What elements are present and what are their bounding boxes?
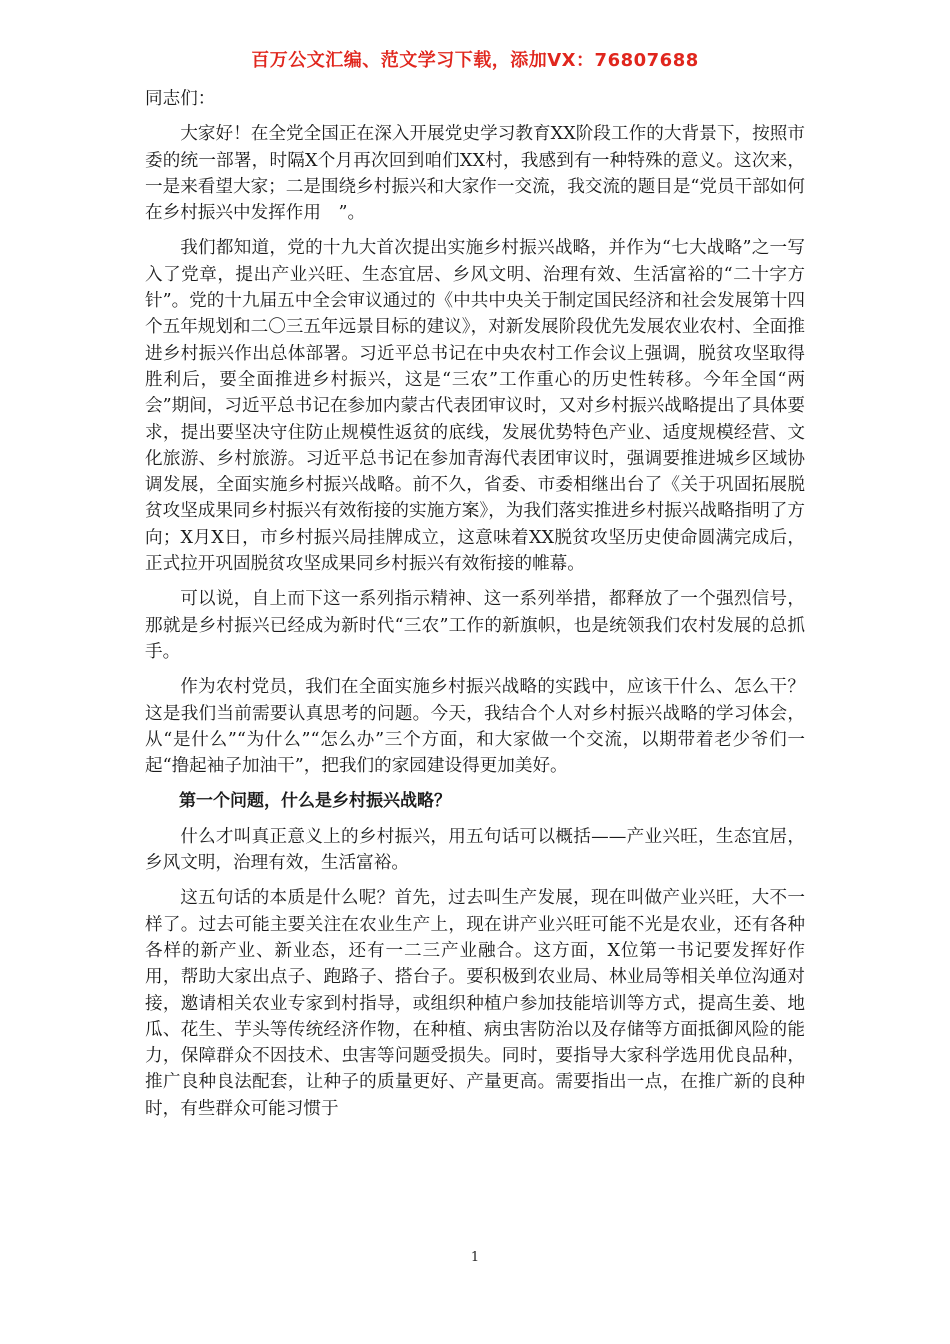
promo-banner: 百万公文汇编、范文学习下载，添加VX：76807688 — [251, 50, 699, 71]
paragraph-background: 我们都知道，党的十九大首次提出实施乡村振兴战略，并作为“七大战略”之一写入了党章，提出产业兴旺、生态宜居、乡风文明、治理有效、生活富裕的“二十字方针”。党的十九届五中全会审议通过的《中共中央关于制定国民经济和社会发展第十四个五年规划和二〇三五年远景目标的建议》，对新发展阶段优先发展农业农村、全面推进乡村振兴作出总体部署。习近平总书记在中央农村工作会议上强调，脱贫攻坚取得胜利后，要全面推进乡村振兴，这是“三农”工作重心的历史性转移。今年全国“两会”期间，习近平总书记在参加内蒙古代表团审议时，又对乡村振兴战略提出了具体要求，提出要坚决守住防止规模性返贫的底线，发展优势特色产业、适度规模经营、文化旅游、乡村旅游。习近平总书记在参加青海代表团审议时，强调要推进城乡区域协调发展，全面实施乡村振兴战略。前不久，省委、市委相继出台了《关于巩固拓展脱贫攻坚成果同乡村振兴有效衔接的实施方案》，为我们落实推进乡村振兴战略指明了方向；X月X日，市乡村振兴局挂牌成立，这意味着XX脱贫攻坚历史使命圆满完成后，正式拉开巩固脱贫攻坚成果同乡村振兴有效衔接的帷幕。 — [145, 238, 805, 575]
paragraph-outline: 作为农村党员，我们在全面实施乡村振兴战略的实践中，应该干什么、怎么干？这是我们当前需要认真思考的问题。今天，我结合个人对乡村振兴战略的学习体会，从“是什么”“为什么”“怎么办”三个方面，和大家做一个交流，以期带着老少爷们一起“撸起袖子加油干”，把我们的家园建设得更加美好。 — [145, 677, 805, 777]
section-heading: 第一个问题，什么是乡村振兴战略？ — [179, 791, 451, 812]
salutation: 同志们： — [145, 89, 216, 109]
page-number: 1 — [470, 1250, 480, 1265]
paragraph-definition: 什么才叫真正意义上的乡村振兴，用五句话可以概括——产业兴旺，生态宜居，乡风文明，治理有效，生活富裕。 — [145, 826, 805, 874]
paragraph-signal: 可以说，自上而下这一系列指示精神、这一系列举措，都释放了一个强烈信号，那就是乡村振兴已经成为新时代“三农”工作的新旗帜，也是统领我们农村发展的总抓手。 — [145, 589, 805, 662]
paragraph-intro: 大家好！在全党全国正在深入开展党史学习教育XX阶段工作的大背景下，按照市委的统一部署，时隔X个月再次回到咱们XX村，我感到有一种特殊的意义。这次来，一是来看望大家；二是围绕乡村振兴和大家作一交流，我交流的题目是“党员干部如何在乡村振兴中发挥作用 ”。 — [145, 124, 805, 224]
document-body — [145, 86, 805, 1131]
paragraph-essence: 这五句话的本质是什么呢？首先，过去叫生产发展，现在叫做产业兴旺，大不一样了。过去可能主要关注在农业生产上，现在讲产业兴旺可能不光是农业，还有各种各样的新产业、新业态，还有一二三产业融合。这方面，X位第一书记要发挥好作用，帮助大家出点子、跑路子、搭台子。要积极到农业局、林业局等相关单位沟通对接，邀请相关农业专家到村指导，或组织种植户参加技能培训等方式，提高生姜、地瓜、花生、芋头等传统经济作物，在种植、病虫害防治以及存储等方面抵御风险的能力，保障群众不因技术、虫害等问题受损失。同时，要指导大家科学选用优良品种，推广良种良法配套，让种子的质量更好、产量更高。需要指出一点，在推广新的良种时，有些群众可能习惯于 — [145, 888, 805, 1119]
